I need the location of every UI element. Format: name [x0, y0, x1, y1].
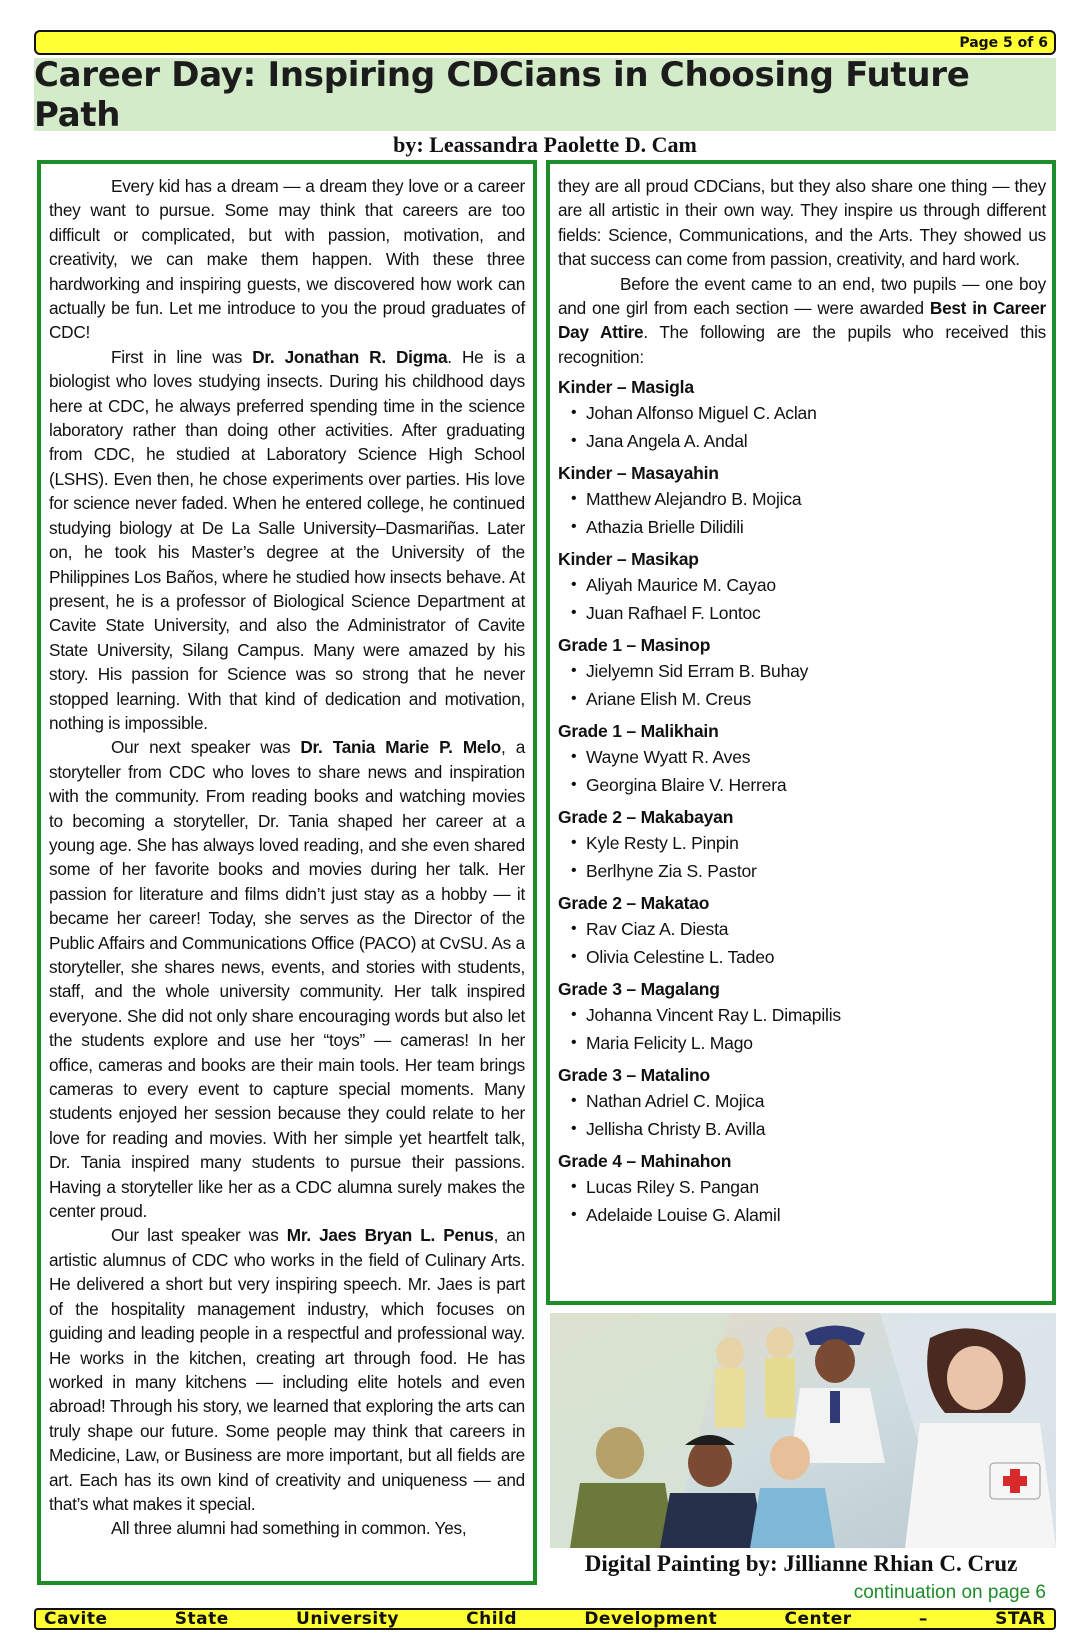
list-item: • Olivia Celestine L. Tadeo — [586, 943, 1046, 971]
footer-word: – — [918, 1609, 928, 1629]
awardee-names — [558, 915, 1046, 971]
paragraph-text: Our last speaker was — [111, 1225, 287, 1246]
paragraph-text: All three alumni had something in common. Yes, — [111, 1518, 467, 1539]
article-title: Career Day: Inspiring CDCians in Choosing Future Path — [34, 54, 970, 135]
speaker-name: Dr. Tania Marie P. Melo — [300, 737, 501, 758]
section-heading: Grade 4 – Mahinahon — [558, 1151, 732, 1172]
paragraph-text: Every kid has a dream — a dream they love or a career they want to pursue. Some may think that careers are too difficult or complicated, but with passion, motivation, and creativity, we can make them happen. With these three hardworking and inspiring guests, we discovered how work can actually be fun. Let me introduce to you the proud graduates of CDC! — [49, 176, 525, 343]
awardee-names — [558, 485, 1046, 541]
awardee-names — [558, 399, 1046, 455]
list-item: • Matthew Alejandro B. Mojica — [586, 485, 1046, 513]
list-item: • Adelaide Louise G. Alamil — [586, 1201, 1046, 1229]
paragraph-text: . The following are the pupils who received this recognition: — [558, 322, 1046, 367]
section-heading: Grade 2 – Makabayan — [558, 807, 734, 828]
article-paragraph — [49, 1223, 525, 1516]
article-paragraph — [49, 174, 525, 345]
footer-word: Child — [466, 1609, 518, 1629]
section-heading: Grade 1 – Malikhain — [558, 721, 719, 742]
painting-illustration — [550, 1313, 1056, 1548]
footer-word: STAR — [995, 1609, 1046, 1629]
article-paragraph — [49, 345, 525, 736]
awardee-names — [558, 1173, 1046, 1229]
continuation-note: continuation on page 6 — [853, 1582, 1046, 1603]
speaker-name: Best in Career Day Attire — [558, 298, 1046, 343]
list-item: • Jellisha Christy B. Avilla — [586, 1115, 1046, 1143]
list-item: • Lucas Riley S. Pangan — [586, 1173, 1046, 1201]
section-heading: Grade 2 – Makatao — [558, 893, 710, 914]
list-item: • Berlhyne Zia S. Pastor — [586, 857, 1046, 885]
list-item: • Aliyah Maurice M. Cayao — [586, 571, 1046, 599]
section-heading: Kinder – Masigla — [558, 377, 694, 398]
awardee-names — [558, 1087, 1046, 1143]
list-item: • Ariane Elish M. Creus — [586, 685, 1046, 713]
list-item: • Kyle Resty L. Pinpin — [586, 829, 1046, 857]
awardee-names — [558, 829, 1046, 885]
awardee-names — [558, 657, 1046, 713]
article-paragraph — [49, 735, 525, 1223]
article-paragraph — [558, 174, 1046, 272]
section-heading: Kinder – Masikap — [558, 549, 699, 570]
paragraph-text: , an artistic alumnus of CDC who works in the field of Culinary Arts. He delivered a short but very inspiring speech. Mr. Jaes is part of the hospitality management industry, which focuses on guiding and leading people in a respectful and professional way. He works in the kitchen, creating art through food. He has worked in many kitchens — including elite hotels and even abroad! Through his story, we learned that exploring the arts can truly shape our future. Some people may think that careers in Medicine, Law, or Business are more important, but all fields are art. Each has its own kind of creativity and uniqueness — and that’s what makes it special. — [49, 1225, 525, 1514]
title-band — [34, 54, 1056, 135]
list-item: • Jana Angela A. Andal — [586, 427, 1046, 455]
section-heading: Kinder – Masayahin — [558, 463, 719, 484]
footer-bar — [34, 1608, 1056, 1630]
article-paragraph — [49, 1516, 525, 1540]
right-column — [546, 160, 1056, 1305]
footer-word: University — [296, 1609, 399, 1629]
list-item: • Johan Alfonso Miguel C. Aclan — [586, 399, 1046, 427]
paragraph-text: Our next speaker was — [111, 737, 301, 758]
list-item: • Athazia Brielle Dilidili — [586, 513, 1046, 541]
article-paragraph — [558, 272, 1046, 370]
speaker-name: Mr. Jaes Bryan L. Penus — [286, 1225, 494, 1246]
list-item: • Johanna Vincent Ray L. Dimapilis — [586, 1001, 1046, 1029]
list-item: • Nathan Adriel C. Mojica — [586, 1087, 1046, 1115]
list-item: • Jielyemn Sid Erram B. Buhay — [586, 657, 1046, 685]
paragraph-text: . He is a biologist who loves studying insects. During his childhood days here at CDC, he always preferred spending time in the science laboratory rather than doing other activities. After graduating from CDC, he studied at Laboratory Science High School (LSHS). Even then, he chose experiments over parties. His love for science never faded. When he entered college, he continued studying biology at De La Salle University–Dasmariñas. Later on, he took his Master’s degree at the University of the Philippines Los Baños, where he studied how insects behave. At present, he is a professor of Biological Science Department at Cavite State University, and also the Administrator of Cavite State University, Silang Campus. Many were amazed by his story. His passion for Science was so strong that he never stopped learning. With that kind of dedication and motivation, nothing is impossible. — [49, 346, 525, 733]
section-heading: Grade 3 – Magalang — [558, 979, 720, 1000]
awardee-names — [558, 743, 1046, 799]
paragraph-text: First in line was — [111, 346, 253, 367]
list-item: • Juan Rafhael F. Lontoc — [586, 599, 1046, 627]
footer-word: Development — [584, 1609, 718, 1629]
awardee-list — [558, 375, 1046, 1229]
section-heading: Grade 3 – Matalino — [558, 1065, 711, 1086]
list-item: • Wayne Wyatt R. Aves — [586, 743, 1046, 771]
awardee-names — [558, 571, 1046, 627]
digital-painting — [550, 1313, 1056, 1548]
section-heading: Grade 1 – Masinop — [558, 635, 711, 656]
article-byline: by: Leassandra Paolette D. Cam — [393, 132, 697, 157]
page-number: Page 5 of 6 — [959, 35, 1048, 51]
speaker-name: Dr. Jonathan R. Digma — [252, 346, 448, 367]
list-item: • Maria Felicity L. Mago — [586, 1029, 1046, 1057]
list-item: • Georgina Blaire V. Herrera — [586, 771, 1046, 799]
paragraph-text: they are all proud CDCians, but they also share one thing — they are all artistic in their own way. They inspire us through different fields: Science, Communications, and the Arts. They showed us that success can come from passion, creativity, and hard work. — [558, 176, 1046, 270]
footer-word: State — [174, 1609, 229, 1629]
painting-caption: Digital Painting by: Jillianne Rhian C. Cruz — [584, 1551, 1018, 1576]
list-item: • Rav Ciaz A. Diesta — [586, 915, 1046, 943]
footer-word: Center — [784, 1609, 852, 1629]
paragraph-text: Before the event came to an end, two pupils — one boy and one girl from each section — were awarded — [558, 273, 1046, 319]
paragraph-text: , a storyteller from CDC who loves to share news and inspiration with the community. From reading books and watching movies to becoming a storyteller, Dr. Tania shaped her career at a young age. She has always loved reading, and she even shared some of her favorite books and movies during her talk. Her passion for literature and films didn’t just stay as a hobby — it became her career! Today, she serves as the Director of the Public Affairs and Communications Office (PACO) at CvSU. As a storyteller, she shares news, events, and stories with students, staff, and the whole university community. Her talk inspired everyone. She did not only share encouraging words but also let the students explore and use her “toys” — cameras! In her office, cameras and books are their main tools. Her team brings cameras to every event to capture special moments. Many students enjoyed her session because they could relate to her love for reading and movies. With her simple yet heartfelt talk, Dr. Tania inspired many students to pursue their passions. Having a storyteller like her as a CDC alumna surely makes the center proud. — [49, 737, 526, 1222]
footer-word: Cavite — [44, 1609, 108, 1629]
page-header-bar — [34, 30, 1056, 55]
awardee-names — [558, 1001, 1046, 1057]
left-column — [37, 160, 537, 1585]
